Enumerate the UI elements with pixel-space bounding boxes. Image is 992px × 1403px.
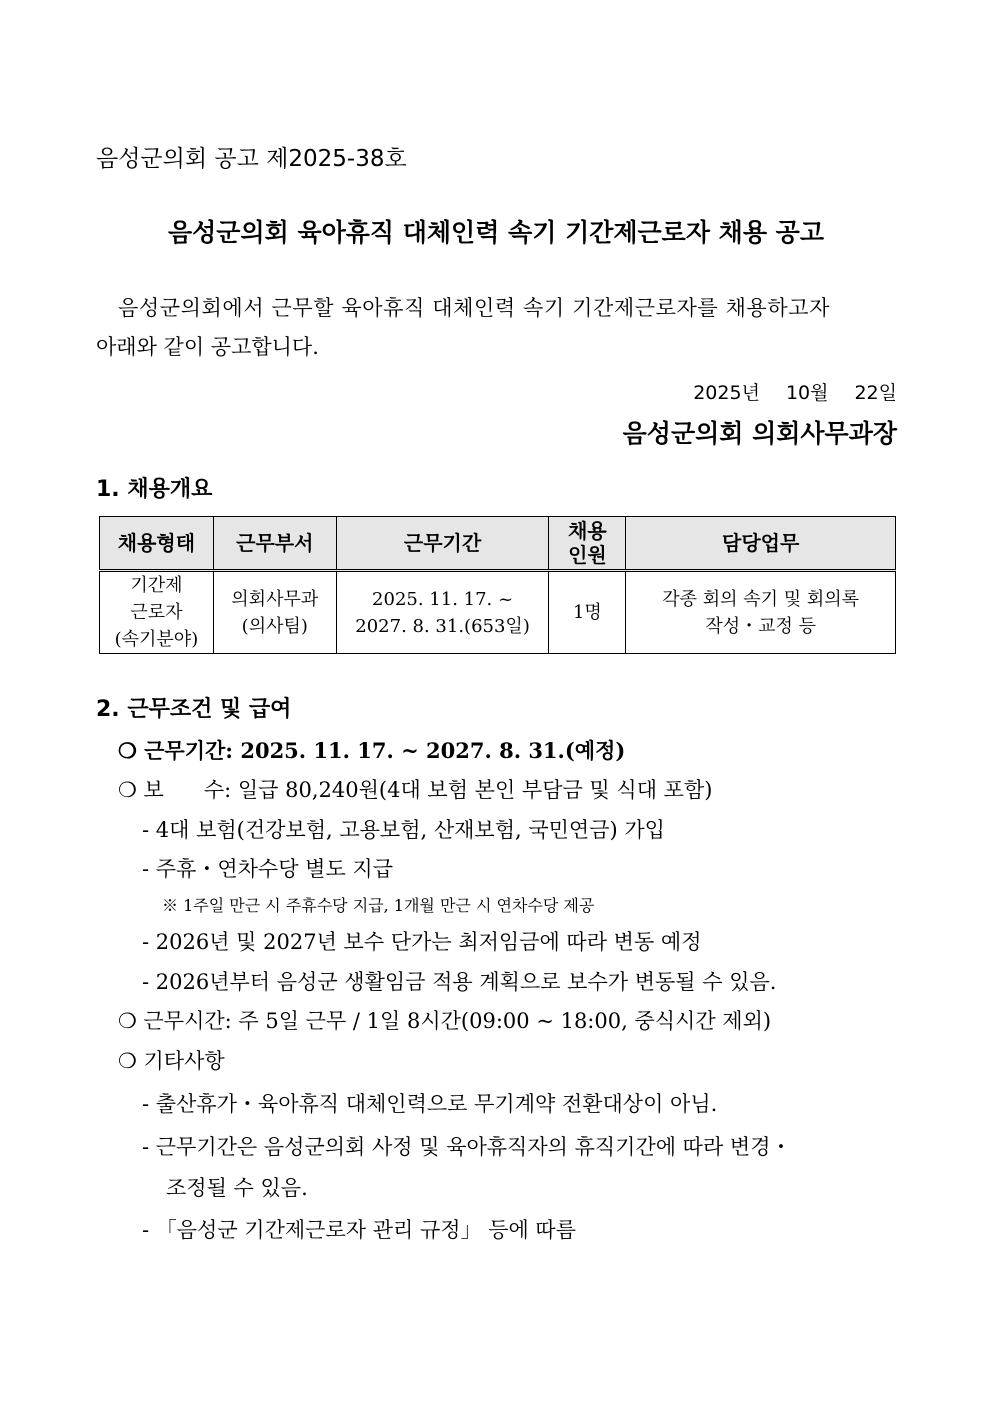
cell-period	[336, 571, 549, 654]
other-item: - 근무기간은 음성군의회 사정 및 육아휴직자의 휴직기간에 따라 변경・	[142, 1135, 792, 1159]
section-1-heading: 1. 채용개요	[96, 477, 213, 502]
other-item: - 「음성군 기간제근로자 관리 규정」 등에 따름	[142, 1218, 577, 1242]
pay-item: - 2026년 및 2027년 보수 단가는 최저임금에 따라 변동 예정	[142, 930, 702, 954]
intro-line-2: 아래와 같이 공고합니다.	[96, 335, 319, 359]
cell-dept-line-2: (의사팀)	[241, 615, 308, 637]
other-item: - 출산휴가・육아휴직 대체인력으로 무기계약 전환대상이 아님.	[142, 1092, 718, 1116]
cell-period-line-2: 2027. 8. 31.(653일)	[355, 615, 530, 637]
header-count	[549, 517, 626, 571]
pay-item: - 4대 보험(건강보험, 고용보험, 산재보험, 국민연금) 가입	[142, 818, 665, 842]
cell-duty	[626, 571, 896, 654]
other-heading: ❍ 기타사항	[118, 1049, 225, 1073]
header-count-line-1: 채용	[568, 519, 607, 543]
cell-type-line-2: 근로자	[130, 602, 183, 623]
section-2-heading: 2. 근무조건 및 급여	[96, 697, 292, 722]
cell-dept	[213, 571, 336, 654]
work-hours: ❍ 근무시간: 주 5일 근무 / 1일 8시간(09:00 ~ 18:00, 중식시간 제외)	[118, 1009, 772, 1033]
cell-period-line-1: 2025. 11. 17. ~	[372, 588, 514, 610]
overview-table	[99, 516, 896, 654]
issuer: 음성군의회 의회사무과장	[622, 419, 897, 448]
header-type: 채용형태	[100, 517, 214, 571]
table-header-row	[100, 517, 896, 571]
pay-line	[118, 774, 712, 804]
header-count-line-2: 인원	[568, 543, 607, 567]
header-duty: 담당업무	[626, 517, 896, 571]
work-period: ❍ 근무기간: 2025. 11. 17. ~ 2027. 8. 31.(예정)	[118, 738, 626, 763]
cell-duty-line-1: 각종 회의 속기 및 회의록	[662, 588, 860, 610]
cell-type	[100, 571, 214, 654]
other-item-continued: 조정될 수 있음.	[166, 1176, 308, 1200]
intro-line-1: 음성군의회에서 근무할 육아휴직 대체인력 속기 기간제근로자를 채용하고자	[118, 296, 831, 320]
cell-dept-line-1: 의회사무과	[231, 588, 319, 610]
cell-duty-line-2: 작성・교정 등	[705, 615, 816, 637]
cell-count: 1명	[549, 571, 626, 654]
cell-type-line-1: 기간제	[130, 575, 183, 596]
date-year: 2025년	[693, 382, 760, 404]
date-day: 22일	[854, 382, 897, 404]
notice-date	[693, 378, 897, 405]
cell-type-line-3: (속기분야)	[114, 629, 199, 650]
pay-note: ※ 1주일 만근 시 주휴수당 지급, 1개월 만근 시 연차수당 제공	[162, 896, 595, 915]
pay-item: - 2026년부터 음성군 생활임금 적용 계획으로 보수가 변동될 수 있음.	[142, 970, 777, 994]
document-title: 음성군의회 육아휴직 대체인력 속기 기간제근로자 채용 공고	[168, 218, 824, 247]
table-row	[100, 571, 896, 654]
date-month: 10월	[785, 382, 829, 404]
header-period: 근무기간	[336, 517, 549, 571]
notice-number: 음성군의회 공고 제2025-38호	[96, 146, 407, 172]
pay-value: : 일급 80,240원(4대 보험 본인 부담금 및 식대 포함)	[224, 778, 713, 802]
header-dept: 근무부서	[213, 517, 336, 571]
pay-label: ❍ 보 수	[118, 778, 225, 802]
pay-item: - 주휴・연차수당 별도 지급	[142, 857, 393, 881]
